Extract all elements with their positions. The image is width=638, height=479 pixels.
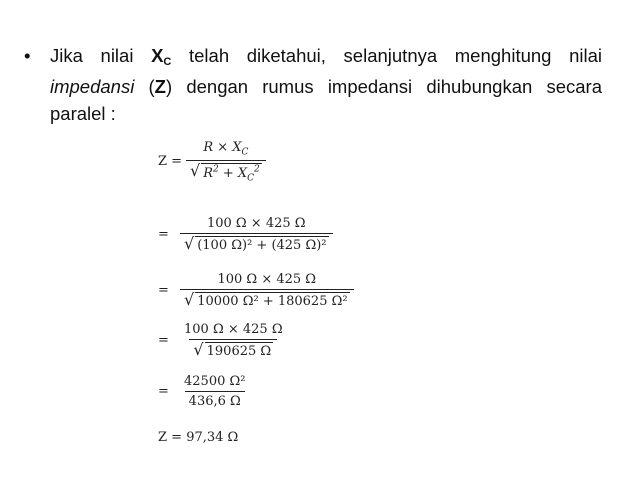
equals-sign: = [158,227,169,242]
result-value: Z = 97,34 Ω [158,430,239,445]
formula-step-2 [158,216,333,253]
z-equals: Z = [158,154,183,170]
denominator: √ 190625 Ω [189,339,277,359]
z-symbol: Z [154,76,166,97]
formula-step-5 [158,374,249,409]
formula-step-1 [158,140,266,184]
sqrt-icon: √ [184,290,195,309]
denominator: √ $R^2 + X_C^2$ [186,160,266,184]
text-segment: telah diketahui, selanjutnya menghitung nilai [171,45,602,66]
text-segment: ( [134,76,155,97]
denominator: √ (100 Ω)² + (425 Ω)² [180,233,333,253]
bullet-icon: • [24,45,31,66]
denominator: 436,6 Ω [185,391,245,409]
bullet-point [24,42,602,127]
text-segment: ) dengan rumus impedansi dihubungkan secara paralel : [50,76,602,124]
denominator: √ 10000 Ω² + 180625 Ω² [180,289,354,309]
fraction [180,374,249,409]
formula-step-4 [158,322,287,359]
formula-step-3 [158,272,354,309]
numerator: 100 Ω × 425 Ω [206,216,306,231]
numerator: 42500 Ω² [184,374,246,389]
xc-symbol: XC [151,45,172,68]
bullet-text [50,42,602,127]
equals-sign: = [158,333,169,348]
text-segment: Jika nilai [50,45,152,66]
sqrt-icon: √ [193,340,204,359]
sqrt-icon: √ [190,160,201,180]
fraction [186,140,266,184]
numerator: $R \times X_C$ [203,140,249,158]
sqrt-icon: √ [184,234,195,253]
numerator: 100 Ω × 425 Ω [217,272,317,287]
fraction [180,322,287,359]
impedansi-term: impedansi [50,76,135,97]
formula-result [158,430,238,445]
numerator: 100 Ω × 425 Ω [184,322,283,337]
fraction [180,272,354,309]
equals-sign: = [158,384,169,399]
equals-sign: = [158,283,169,298]
fraction [180,216,333,253]
